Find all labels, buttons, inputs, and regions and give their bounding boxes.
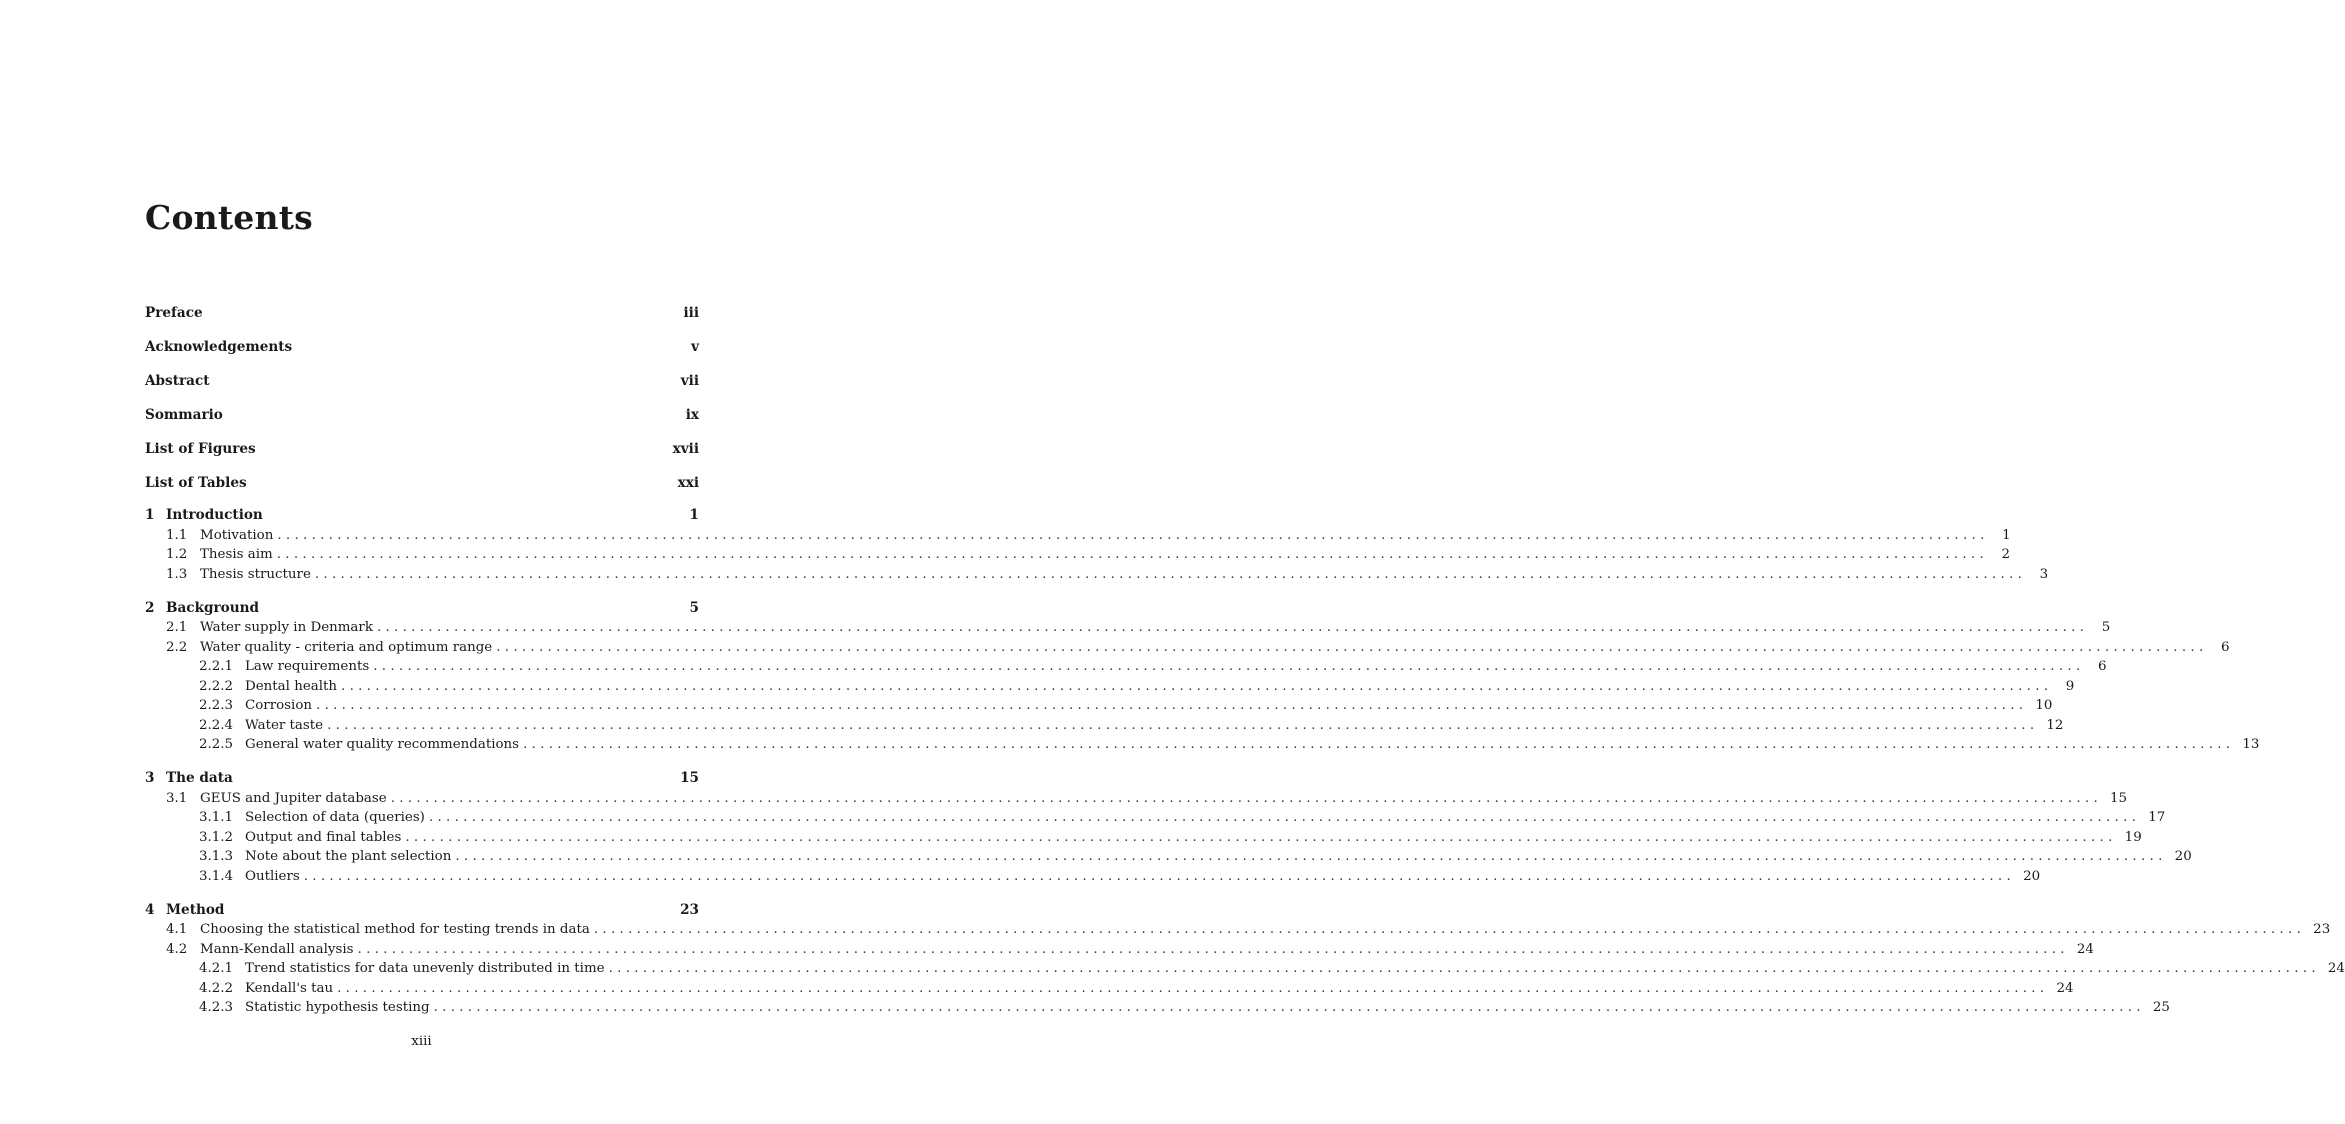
toc-entry-number: 2.2.3 <box>199 698 234 713</box>
toc-entry[interactable] <box>145 735 2260 755</box>
toc-dot-leader: ........................................................................................................................................................................................................ <box>455 849 2167 864</box>
toc-entry-title: Motivation <box>200 527 274 543</box>
toc-entry-title: Water taste <box>245 717 324 733</box>
toc-entry-page: 15 <box>680 770 699 786</box>
toc-dot-leader: ........................................................................................................................................................................................................ <box>390 790 2103 806</box>
toc-entry-title: Kendall's tau <box>245 980 334 996</box>
toc-entry[interactable] <box>145 920 2331 940</box>
toc-entry-page: 23 <box>2313 922 2331 937</box>
toc-entry-page: 5 <box>689 599 699 616</box>
toc-dot-leader: ........................................................................................................................................................................................................ <box>337 980 2049 996</box>
toc-entry-number: 2.2 <box>166 639 188 655</box>
toc-entry-number: 1.2 <box>166 547 188 562</box>
toc-entry-page: 10 <box>2035 698 2053 713</box>
toc-dot-leader: ........................................................................................................................................................................................................ <box>276 547 1989 562</box>
table-of-contents <box>145 302 2345 1018</box>
toc-entry-page: xvii <box>672 441 699 457</box>
toc-entry-number: 3.1 <box>166 790 188 806</box>
toc-dot-leader: ........................................................................................................................................................................................................ <box>373 659 2085 674</box>
toc-entry-title: Thesis structure <box>200 566 311 582</box>
toc-entry[interactable] <box>145 472 699 506</box>
toc-entry-title: List of Figures <box>145 441 256 457</box>
toc-entry-number: 4.2.2 <box>199 980 234 996</box>
toc-entry[interactable] <box>145 565 2049 585</box>
toc-entry-number: 4.2 <box>166 941 188 957</box>
page-title: Contents <box>145 198 313 237</box>
toc-entry-title: Mann-Kendall analysis <box>200 941 354 957</box>
toc-entry-title: Background <box>166 599 259 616</box>
toc-entry-page: 25 <box>2152 1000 2170 1015</box>
toc-entry-title: Water supply in Denmark <box>200 620 373 635</box>
toc-dot-leader: ........................................................................................................................................................................................................ <box>277 527 1989 543</box>
toc-entry-title: Introduction <box>166 507 263 523</box>
toc-entry-number: 4.2.3 <box>199 1000 234 1015</box>
toc-entry-number: 1.3 <box>166 566 188 582</box>
toc-entry-page: 24 <box>2076 941 2094 957</box>
toc-dot-leader: ........................................................................................................................................................................................................ <box>314 566 2027 582</box>
toc-dot-leader: ........................................................................................................................................................................................................ <box>376 620 2089 635</box>
toc-entry-page: 19 <box>2124 829 2142 845</box>
toc-entry-page: 13 <box>2242 737 2260 752</box>
toc-entry-title: Thesis aim <box>200 547 273 562</box>
toc-entry-title: Selection of data (queries) <box>245 810 425 825</box>
toc-entry-page: vii <box>680 373 699 389</box>
toc-entry-title: General water quality recommendations <box>245 737 520 752</box>
toc-entry[interactable] <box>145 336 699 370</box>
toc-entry-page: ix <box>685 407 699 423</box>
toc-entry[interactable] <box>145 789 2128 809</box>
toc-entry[interactable] <box>145 696 2053 716</box>
toc-entry[interactable] <box>145 979 2074 999</box>
toc-entry-title: Preface <box>145 305 203 321</box>
toc-entry-page: 20 <box>2023 868 2041 884</box>
toc-entry-page: 2 <box>2001 547 2011 562</box>
toc-entry-number: 3 <box>145 770 155 786</box>
toc-entry-title: Water quality - criteria and optimum range <box>200 639 493 655</box>
toc-entry-page: 24 <box>2056 980 2074 996</box>
toc-entry-number: 2.2.2 <box>199 678 234 694</box>
toc-entry-title: Output and final tables <box>245 829 402 845</box>
toc-entry-title: Sommario <box>145 407 223 423</box>
toc-entry-title: Statistic hypothesis testing <box>245 1000 430 1015</box>
toc-entry-number: 2.2.5 <box>199 737 234 752</box>
toc-dot-leader: ........................................................................................................................................................................................................ <box>433 1000 2145 1015</box>
toc-entry[interactable] <box>145 808 2166 828</box>
toc-dot-leader: ........................................................................................................................................................................................................ <box>316 698 2028 713</box>
toc-entry-number: 2 <box>145 599 155 616</box>
toc-dot-leader: ........................................................................................................................................................................................................ <box>327 717 2039 733</box>
toc-chapter[interactable] <box>145 506 699 526</box>
toc-entry[interactable] <box>145 940 2094 960</box>
toc-entry-number: 2.2.1 <box>199 659 234 674</box>
toc-entry-page: 17 <box>2148 810 2166 825</box>
toc-entry-title: Choosing the statistical method for testing trends in data <box>200 922 590 937</box>
toc-entry-title: The data <box>166 770 233 786</box>
toc-dot-leader: ........................................................................................................................................................................................................ <box>496 639 2208 655</box>
toc-entry-page: 1 <box>689 507 699 523</box>
toc-entry-title: Acknowledgements <box>145 339 293 355</box>
toc-entry-number: 3.1.1 <box>199 810 234 825</box>
toc-entry-page: v <box>691 339 699 355</box>
toc-entry-title: Note about the plant selection <box>245 849 452 864</box>
toc-entry[interactable] <box>145 404 699 438</box>
toc-entry-number: 4.2.1 <box>199 961 234 976</box>
toc-entry[interactable] <box>145 638 2230 658</box>
toc-entry-page: 23 <box>680 901 699 918</box>
toc-entry-page: 12 <box>2046 717 2064 733</box>
toc-entry-number: 1 <box>145 507 155 523</box>
toc-entry-page: 3 <box>2039 566 2049 582</box>
toc-entry-page: 15 <box>2110 790 2128 806</box>
toc-entry-page: 24 <box>2327 961 2345 976</box>
toc-entry[interactable] <box>145 618 2111 638</box>
toc-entry-title: Outliers <box>245 868 300 884</box>
toc-entry-page: 6 <box>2220 639 2230 655</box>
toc-entry-number: 4.1 <box>166 922 188 937</box>
toc-entry[interactable] <box>145 716 2064 736</box>
toc-entry-number: 2.1 <box>166 620 188 635</box>
toc-entry-number: 3.1.2 <box>199 829 234 845</box>
toc-entry[interactable] <box>145 438 699 472</box>
toc-entry[interactable] <box>145 959 2345 979</box>
toc-entry-page: iii <box>683 305 699 321</box>
toc-chapter[interactable] <box>145 769 699 789</box>
toc-entry-page: 20 <box>2174 849 2192 864</box>
toc-entry[interactable] <box>145 526 2011 546</box>
toc-dot-leader: ........................................................................................................................................................................................................ <box>405 829 2117 845</box>
toc-dot-leader: ........................................................................................................................................................................................................ <box>593 922 2306 937</box>
toc-dot-leader: ........................................................................................................................................................................................................ <box>428 810 2141 825</box>
toc-entry[interactable] <box>145 828 2142 848</box>
toc-entry-title: Corrosion <box>245 698 313 713</box>
toc-entry-title: Method <box>166 901 225 918</box>
toc-entry[interactable] <box>145 998 2170 1018</box>
toc-entry[interactable] <box>145 847 2192 867</box>
toc-chapter[interactable] <box>145 901 699 921</box>
toc-entry-page: 9 <box>2065 678 2075 694</box>
toc-entry-title: GEUS and Jupiter database <box>200 790 387 806</box>
toc-entry-title: Abstract <box>145 373 210 389</box>
toc-entry-page: 1 <box>2002 527 2011 543</box>
page-number: xiii <box>411 1034 432 1049</box>
toc-entry[interactable] <box>145 302 699 336</box>
toc-entry[interactable] <box>145 677 2075 697</box>
toc-dot-leader: ........................................................................................................................................................................................................ <box>303 868 2016 884</box>
toc-entry-title: List of Tables <box>145 475 247 491</box>
toc-entry-title: Dental health <box>245 678 338 694</box>
toc-dot-leader: ........................................................................................................................................................................................................ <box>523 737 2235 752</box>
toc-entry-number: 2.2.4 <box>199 717 234 733</box>
toc-entry[interactable] <box>145 867 2041 887</box>
toc-entry-title: Trend statistics for data unevenly distributed in time <box>245 961 605 976</box>
toc-entry-number: 4 <box>145 901 155 918</box>
toc-entry[interactable] <box>145 657 2107 677</box>
toc-entry[interactable] <box>145 545 2011 565</box>
toc-entry-title: Law requirements <box>245 659 370 674</box>
toc-entry[interactable] <box>145 370 699 404</box>
toc-entry-page: 6 <box>2098 659 2107 674</box>
toc-entry-page: 5 <box>2101 620 2111 635</box>
toc-entry-number: 3.1.4 <box>199 868 234 884</box>
toc-dot-leader: ........................................................................................................................................................................................................ <box>608 961 2320 976</box>
toc-entry-number: 3.1.3 <box>199 849 234 864</box>
toc-chapter[interactable] <box>145 599 699 619</box>
toc-dot-leader: ........................................................................................................................................................................................................ <box>357 941 2069 957</box>
toc-entry-page: xxi <box>677 475 699 491</box>
toc-dot-leader: ........................................................................................................................................................................................................ <box>341 678 2053 694</box>
toc-entry-number: 1.1 <box>166 527 188 543</box>
